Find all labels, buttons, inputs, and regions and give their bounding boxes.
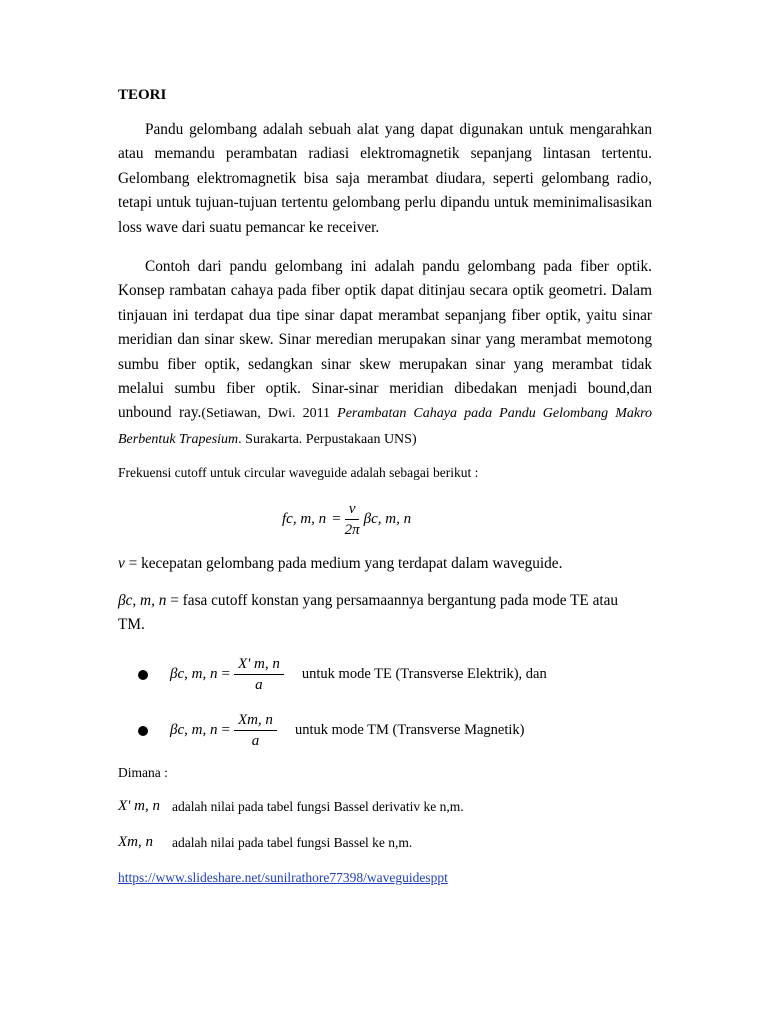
te-mode-text: untuk mode TE (Transverse Elektrik), dan [301,666,547,682]
te-formula-lhs: βc, m, n [170,666,218,682]
definition-beta-text-cont: TM. [118,616,145,633]
symbol-xprime: X' m, n [118,798,160,814]
bullet-dot-icon [138,670,148,680]
citation-title: Perambatan Cahaya pada Pandu Gelombang Makro Berbentuk Trapesium [118,406,652,447]
formula-equals: = [332,511,341,527]
definition-v-text: = kecepatan gelombang pada medium yang terdapat dalam waveguide. [124,555,563,572]
symbol-xprime-text: adalah nilai pada tabel fungsi Bassel derivativ ke n,m. [172,798,464,814]
tm-formula-lhs: βc, m, n [170,722,218,738]
tm-formula-equals: = [221,722,230,738]
bullet-te-mode [138,655,547,694]
formula-denominator: 2π [344,522,360,538]
te-formula-fraction [234,655,284,694]
paragraph-1-text: Pandu gelombang adalah sebuah alat yang dapat digunakan untuk mengarahkan atau memandu perambatan radiasi elektromagnetik sepanjang lintasan tertentu. Gelombang elektromagnetik bisa saja merambat diudara, seperti gelombang radio, tetapi untuk tujuan-tujuan tertentu gelombang perlu dipandu untuk meminimalisasikan loss wave dari suatu pemancar ke receiver. [118,121,652,236]
paragraph-2 [118,255,652,452]
formula-lhs: fc, m, n [282,511,327,527]
symbol-def-x [118,834,412,851]
te-formula [170,655,547,694]
symbol-x: Xm, n [118,834,153,850]
citation-end: . Surakarta. Perpustakaan UNS) [238,431,417,447]
formula-numerator: v [345,500,360,520]
definition-beta-text: = fasa cutoff konstan yang persamaannya bergantung pada mode TE atau [166,592,619,609]
citation-start: (Setiawan, Dwi. 2011 [201,406,338,422]
definition-beta [118,589,652,637]
formula-intro: Frekuensi cutoff untuk circular waveguide adalah sebagai berikut : [118,465,479,480]
cutoff-frequency-formula [282,500,411,539]
bullet-dot-icon [138,726,148,736]
paragraph-1 [118,118,652,240]
te-formula-equals: = [221,666,230,682]
section-heading: TEORI [118,87,167,103]
symbol-def-xprime [118,798,464,815]
tm-formula-fraction [234,711,277,750]
tm-formula-numerator: Xm, n [234,711,277,731]
bullet-tm-mode [138,711,525,750]
reference-link[interactable]: https://www.slideshare.net/sunilrathore77398/waveguidesppt [118,870,448,885]
definition-v-symbol: v [118,555,125,572]
te-formula-denominator: a [255,677,263,693]
tm-formula [170,711,525,750]
tm-formula-denominator: a [251,733,260,749]
tm-mode-text: untuk mode TM (Transverse Magnetik) [294,722,525,738]
paragraph-2-text: Contoh dari pandu gelombang ini adalah pandu gelombang pada fiber optik. Konsep rambatan cahaya pada fiber optik dapat ditinjau secara optik geometri. Dalam tinjauan ini terdapat dua tipe sinar dapat merambat sepanjang fiber optik, yaitu sinar meridian dan sinar skew. Sinar meredian merupakan sinar yang merambat memotong sumbu fiber optik, sedangkan sinar skew merupakan sinar yang merambat tidak melalui sumbu fiber optik. Sinar-sinar meridian dibedakan menjadi bound,dan unbound ray. [118,258,652,422]
definition-v [118,552,652,576]
formula-rhs: βc, m, n [363,511,412,527]
definition-beta-symbol: βc, m, n [118,592,167,609]
formula-fraction [345,500,360,539]
te-formula-numerator: X' m, n [234,655,284,675]
symbol-x-text: adalah nilai pada tabel fungsi Bassel ke n,m. [172,834,413,850]
dimana-label: Dimana : [118,765,168,780]
